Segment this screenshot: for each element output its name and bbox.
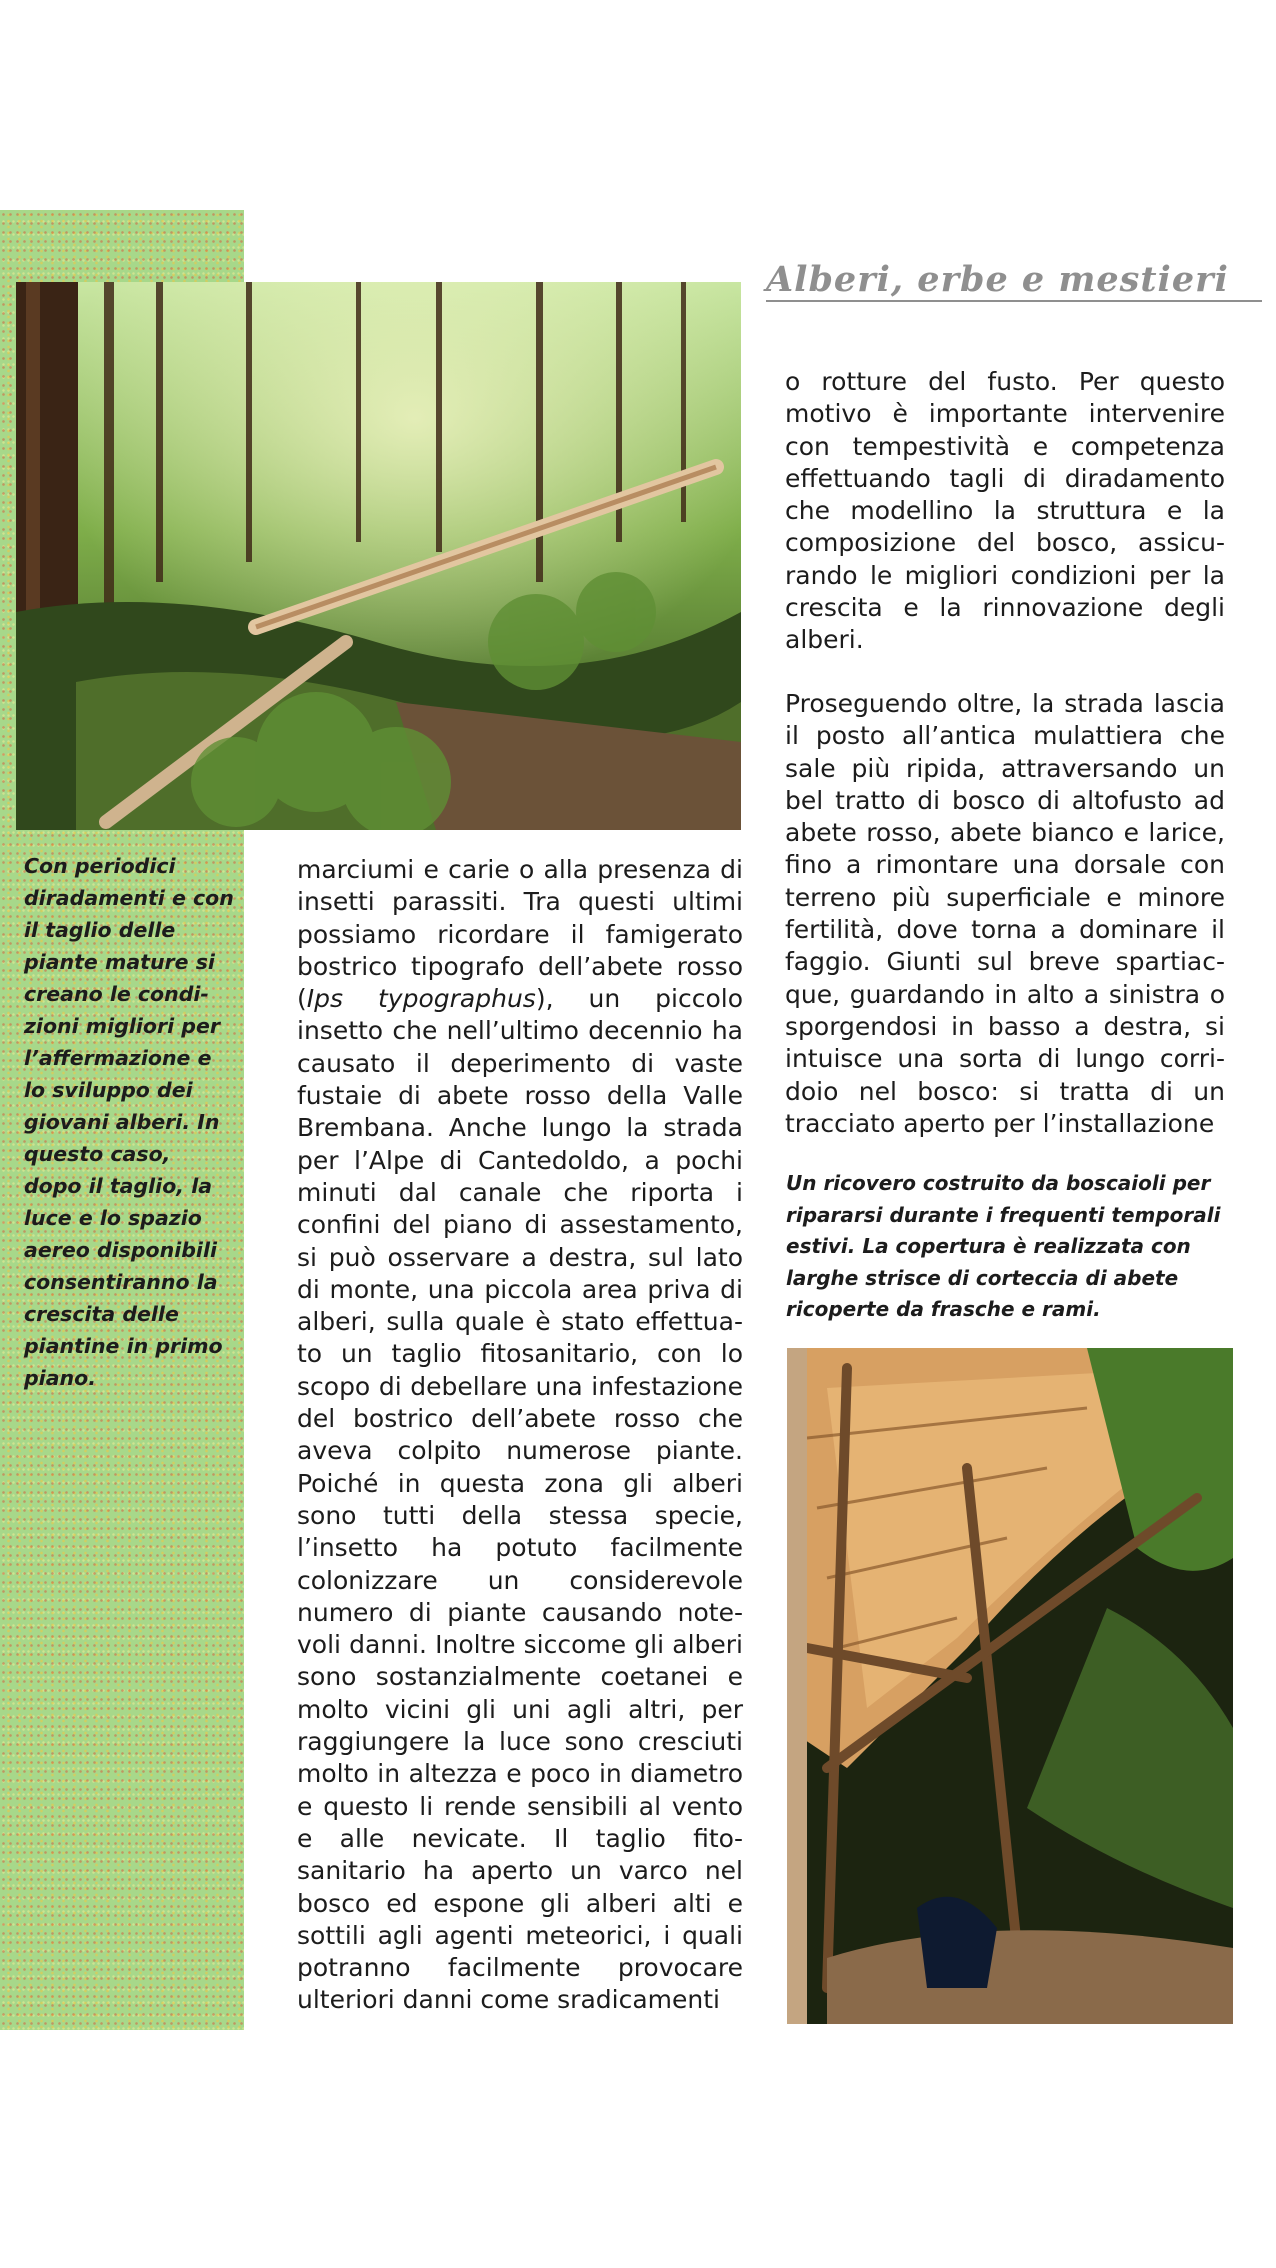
middle-text-part-2: ), un piccolo insetto che nell’ultimo decennio ha causato il deperimento di vaste fustaie di abete rosso della Valle Brembana. Anche lungo la strada per l’Alpe di Cantedoldo, a pochi minuti dal canale che riporta i confini del piano di assestamento, si può osservare a destra, sul lato di monte, una piccola area priva di alberi, sulla quale è stato effettuato un taglio fitosanitario, con lo scopo di debellare una infestazione del bostrico dell’abete rosso che aveva colpito numerose piante. Poiché in questa zona gli alberi sono tutti della stessa specie, l’insetto ha potuto facilmente colonizzare un considerevole numero di piante causando notevoli danni. Inoltre siccome gli alberi sono sostanzialmente coetanei e molto vicini gli uni agli altri, per raggiungere la luce sono cresciuti molto in altezza e poco in diametro e questo li rende sensibili al vento e alle nevicate. Il taglio fitosanitario ha aperto un varco nel bosco ed espone gli alberi alti e sottili agli agenti meteorici, i quali potranno facilmente provocare ulteriori danni come sradicamenti xyxy=(297,984,744,2015)
body-text-right-paragraph-1: o rotture del fusto. Per questo motivo è importante intervenire con tempestività e competenza effettuando tagli di diradamento che modellino la struttura e la composizione del bosco, assicurando le migliori condizioni per la crescita e la rinnovazione degli alberi. xyxy=(785,367,1225,655)
section-title: Alberi, erbe e mestieri xyxy=(766,262,1262,302)
photo-caption-forest: Con periodici diradamenti e con il taglio delle piante mature si creano le condizioni migliori per l’affermazione e lo sviluppo dei giovani alberi. In questo caso, dopo il taglio, la luce e lo spazio aereo disponibili consentiranno la crescita delle piantine in primo piano. xyxy=(24,854,234,1390)
forest-photo xyxy=(16,282,741,830)
body-text-middle-column xyxy=(297,854,743,2017)
photo-caption-shelter: Un ricovero costruito da boscaioli per ripararsi durante i frequenti temporali estivi. La copertura è realizzata con larghe strisce di corteccia di abete ricoperte da frasche e rami. xyxy=(786,1171,1221,1321)
species-name: Ips typographus xyxy=(306,984,536,1014)
body-text-right-paragraph-2: Proseguendo oltre, la strada lascia il posto all’antica mulattiera che sale più ripida, attraversando un bel tratto di bosco di altofusto ad abete rosso, abete bianco e larice, fino a rimontare una dorsale con terreno più superficiale e minore fertilità, dove torna a dominare il faggio. Giunti sul breve spartiacque, guardando in alto a sinistra o sporgendosi in basso a destra, si intuisce una sorta di lungo corridoio nel bosco: si tratta di un tracciato aperto per l’installazione xyxy=(785,689,1225,1138)
shelter-photo xyxy=(787,1348,1233,2024)
middle-text-part-1: marciumi e carie o alla presenza di insetti parassiti. Tra questi ultimi possiamo ricordare il famigerato bostrico tipografo dell’abete rosso ( xyxy=(297,855,743,1014)
